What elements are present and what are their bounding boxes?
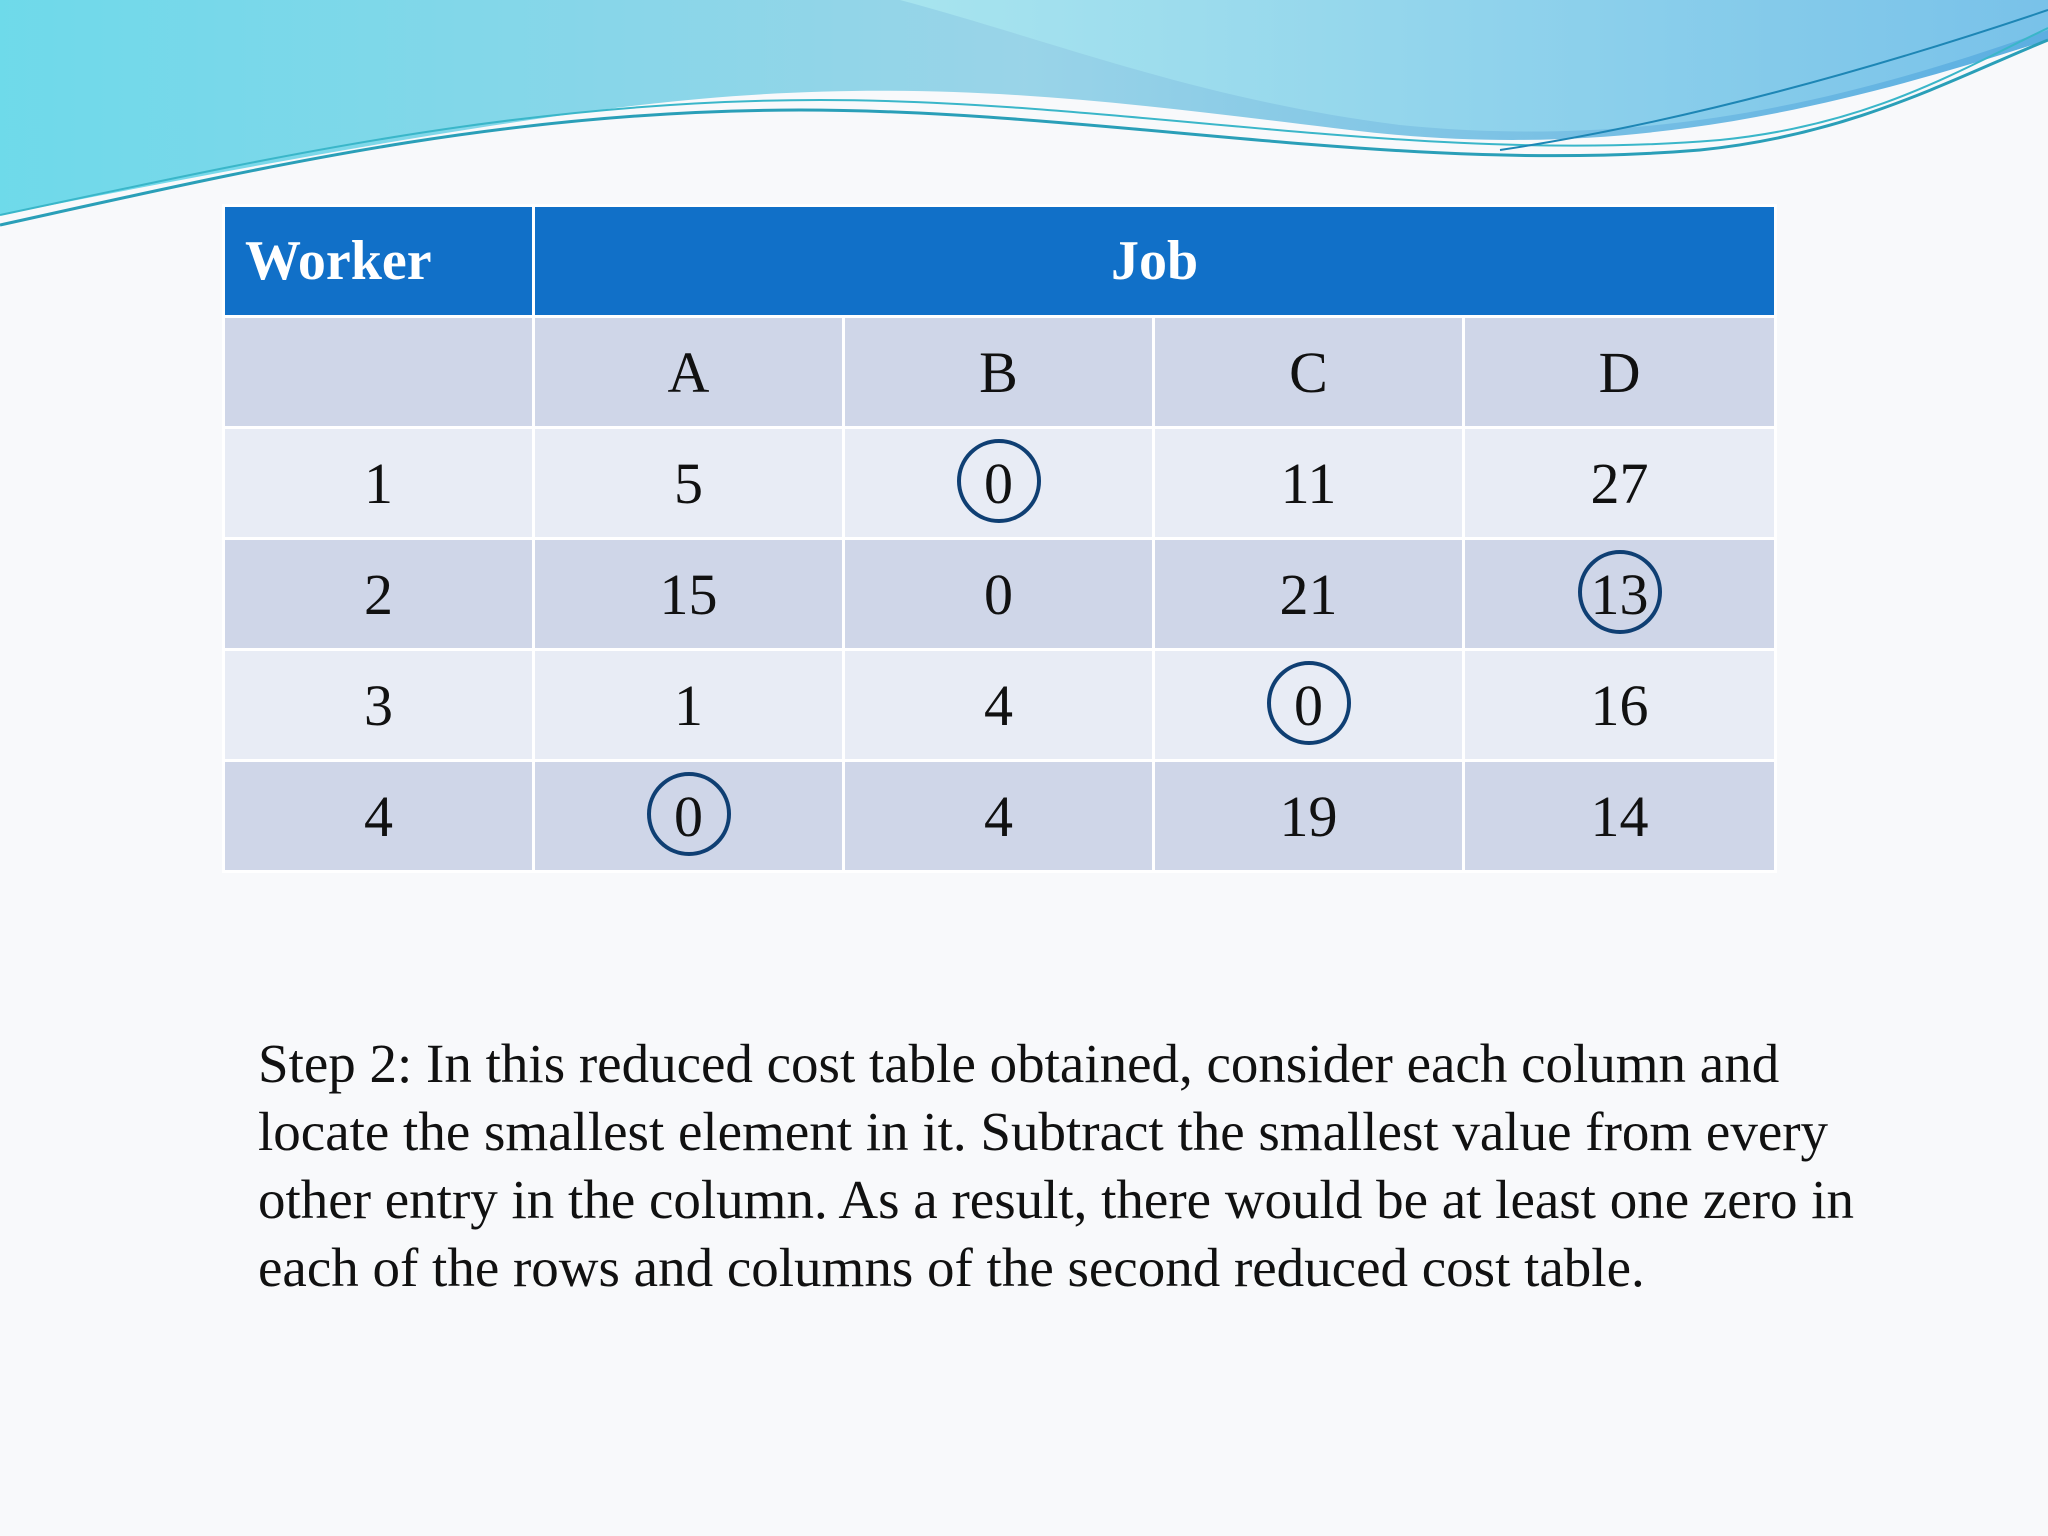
table-row-worker-1	[224, 428, 1776, 539]
column-header-a: A	[534, 317, 844, 428]
cost-value: 4	[984, 672, 1013, 738]
cost-cell	[1154, 761, 1464, 872]
cost-cell	[534, 539, 844, 650]
cost-cell	[1464, 761, 1776, 872]
cost-cell	[1154, 428, 1464, 539]
cost-value: 0	[984, 561, 1013, 627]
column-header-c: C	[1154, 317, 1464, 428]
cost-cell	[844, 539, 1154, 650]
worker-cell: 2	[224, 539, 534, 650]
assignment-circle-icon	[647, 772, 731, 856]
cost-cell	[1464, 650, 1776, 761]
cost-value: 5	[674, 450, 703, 516]
cost-cell	[1154, 539, 1464, 650]
cost-cell	[844, 650, 1154, 761]
cost-cell	[534, 761, 844, 872]
job-letter-row	[224, 317, 1776, 428]
cost-value: 19	[1279, 783, 1338, 849]
assignment-circle-icon	[957, 439, 1041, 523]
cost-value: 27	[1590, 450, 1649, 516]
cost-value: 21	[1279, 561, 1338, 627]
empty-corner-cell	[224, 317, 534, 428]
table-row-worker-3	[224, 650, 1776, 761]
step-2-description: Step 2: In this reduced cost table obtained, consider each column and locate the smallest element in it. Subtract the smallest value from every other entry in the column. As a result, there would be at least one zero in each of the rows and columns of the second reduced cost table.	[258, 1033, 1855, 1298]
worker-cell: 3	[224, 650, 534, 761]
table-header-row	[224, 206, 1776, 317]
column-header-b: B	[844, 317, 1154, 428]
cost-value: 0	[1294, 672, 1323, 738]
cost-cell	[534, 428, 844, 539]
cost-cell	[1154, 650, 1464, 761]
cost-value: 0	[984, 450, 1013, 516]
cost-value: 0	[674, 783, 703, 849]
cost-value: 16	[1590, 672, 1649, 738]
table-row-worker-4	[224, 761, 1776, 872]
worker-header: Worker	[224, 206, 534, 317]
cost-cell	[844, 761, 1154, 872]
job-header: Job	[534, 206, 1776, 317]
assignment-circle-icon	[1578, 550, 1662, 634]
table-row-worker-2	[224, 539, 1776, 650]
cost-cell	[1464, 539, 1776, 650]
column-header-d: D	[1464, 317, 1776, 428]
cost-cell	[534, 650, 844, 761]
cost-value: 13	[1590, 561, 1649, 627]
cost-cell	[844, 428, 1154, 539]
cost-value: 1	[674, 672, 703, 738]
cost-value: 15	[659, 561, 718, 627]
worker-cell: 4	[224, 761, 534, 872]
reduced-cost-table	[222, 204, 1777, 873]
cost-cell	[1464, 428, 1776, 539]
cost-value: 11	[1280, 450, 1337, 516]
cost-value: 14	[1590, 783, 1649, 849]
worker-cell: 1	[224, 428, 534, 539]
cost-value: 4	[984, 783, 1013, 849]
assignment-circle-icon	[1267, 661, 1351, 745]
